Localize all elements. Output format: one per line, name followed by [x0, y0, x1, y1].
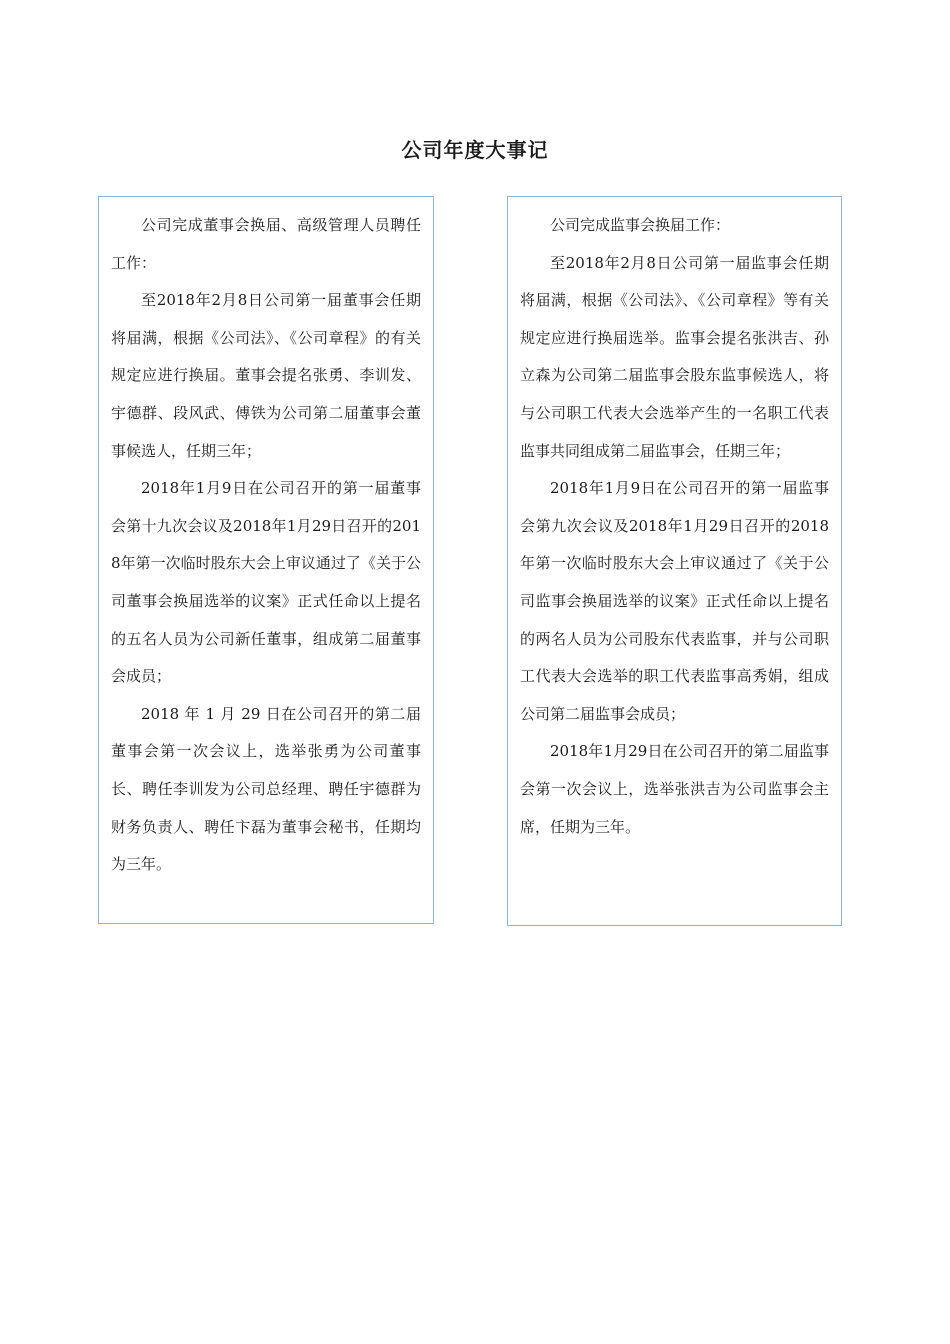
supervisors-paragraph-2: 至2018年2月8日公司第一届监事会任期将届满，根据《公司法》、《公司章程》等有关规定应进行换届选举。监事会提名张洪吉、孙立森为公司第二届监事会股东监事候选人，将与公司职工代表大会选举产生的一名职工代表监事共同组成第二届监事会，任期三年； [520, 253, 829, 460]
page-title: 公司年度大事记 [401, 138, 549, 162]
board-of-supervisors-box [507, 196, 842, 926]
supervisors-paragraph-1: 公司完成监事会换届工作： [550, 216, 731, 234]
board-paragraph-3: 2018年1月9日在公司召开的第一届董事会第十九次会议及2018年1月29日召开的2018年第一次临时股东大会上审议通过了《关于公司董事会换届选举的议案》正式任命以上提名的五名人员为公司新任董事，组成第二届董事会成员； [111, 479, 421, 686]
board-paragraph-4: 2018 年 1 月 29 日在公司召开的第二届董事会第一次会议上，选举张勇为公司董事长、聘任李训发为公司总经理、聘任宇德群为财务负责人、聘任卞磊为董事会秘书，任期均为三年。 [111, 704, 421, 874]
board-paragraph-1: 公司完成董事会换届、高级管理人员聘任工作： [111, 216, 421, 272]
supervisors-paragraph-4: 2018年1月29日在公司召开的第二届监事会第一次会议上，选举张洪吉为公司监事会主席，任期为三年。 [520, 742, 829, 836]
board-of-directors-box [98, 196, 434, 924]
supervisors-paragraph-3: 2018年1月9日在公司召开的第一届监事会第九次会议及2018年1月29日召开的2018年第一次临时股东大会上审议通过了《关于公司监事会换届选举的议案》正式任命以上提名的两名人员为公司股东代表监事，并与公司职工代表大会选举的职工代表监事高秀娟，组成公司第二届监事会成员； [520, 479, 829, 723]
board-paragraph-2: 至2018年2月8日公司第一届董事会任期将届满，根据《公司法》、《公司章程》的有关规定应进行换届。董事会提名张勇、李训发、宇德群、段风武、傅铁为公司第二届董事会董事候选人，任期三年； [111, 291, 421, 460]
